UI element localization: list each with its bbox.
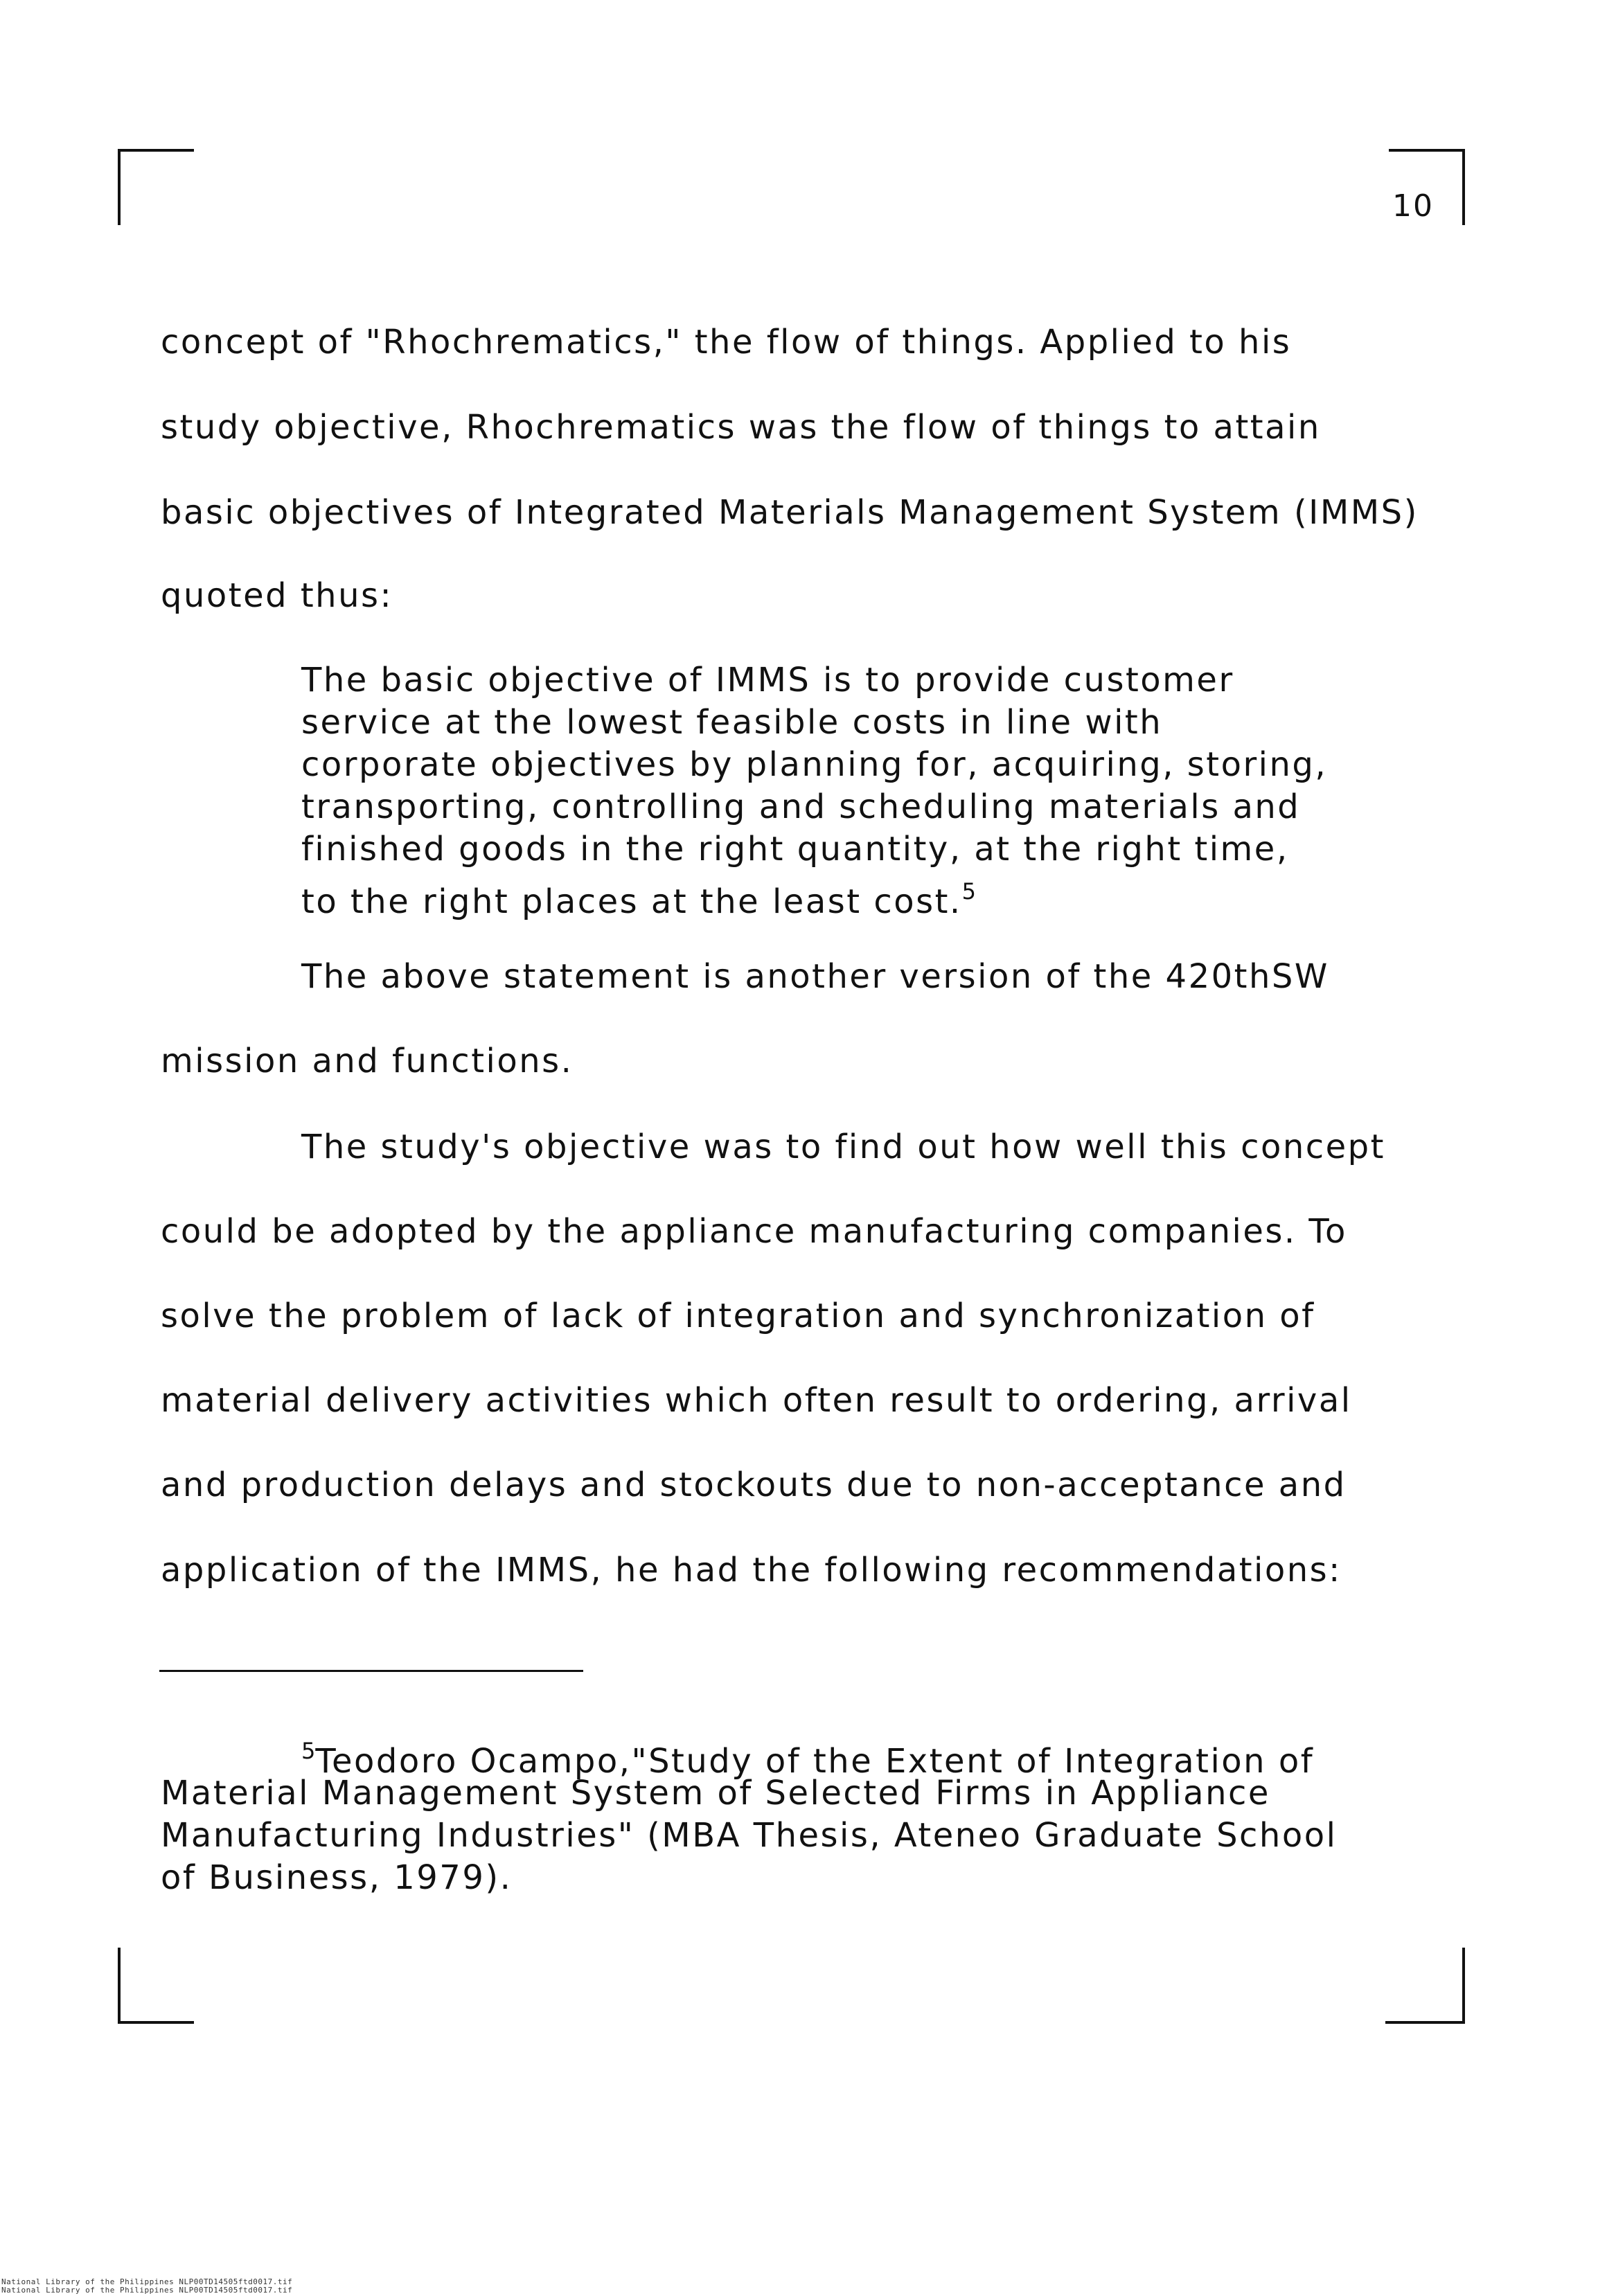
scan-label: National Library of the Philippines NLP00TD14505ftd0017.tif bbox=[1, 2277, 293, 2286]
crop-mark-top-left bbox=[118, 149, 121, 225]
footnote-line: Manufacturing Industries" (MBA Thesis, Ateneo Graduate School bbox=[161, 1816, 1338, 1855]
body-line: application of the IMMS, he had the following recommendations: bbox=[161, 1551, 1342, 1590]
footnote-separator bbox=[159, 1670, 583, 1672]
page-number: 10 bbox=[1392, 188, 1434, 224]
quote-line: to the right places at the least cost. bbox=[301, 882, 962, 921]
body-line: concept of "Rhochrematics," the flow of things. Applied to his bbox=[161, 323, 1292, 362]
body-line: could be adopted by the appliance manufacturing companies. To bbox=[161, 1212, 1347, 1251]
body-line: study objective, Rhochrematics was the flow of things to attain bbox=[161, 408, 1321, 447]
body-line: solve the problem of lack of integration and synchronization of bbox=[161, 1297, 1315, 1335]
body-line: The above statement is another version of the 420thSW bbox=[301, 957, 1329, 996]
crop-mark-bottom-right bbox=[1462, 1948, 1465, 2024]
footnote-marker: 5 bbox=[301, 1738, 316, 1764]
scan-label: National Library of the Philippines NLP00TD14505ftd0017.tif bbox=[1, 2286, 293, 2295]
quote-line-last bbox=[301, 871, 1327, 921]
footnote-line: Material Management System of Selected Firms in Appliance bbox=[161, 1774, 1270, 1813]
quote-line: corporate objectives by planning for, acquiring, storing, bbox=[301, 745, 1328, 784]
quote-line: finished goods in the right quantity, at the right time, bbox=[301, 830, 1289, 869]
footnote-line: Teodoro Ocampo,"Study of the Extent of Integration of bbox=[315, 1742, 1315, 1781]
quote-line: service at the lowest feasible costs in line with bbox=[301, 703, 1163, 742]
crop-mark-top-right bbox=[1389, 149, 1465, 152]
body-line: mission and functions. bbox=[161, 1042, 574, 1080]
crop-mark-bottom-left bbox=[118, 1948, 121, 2024]
crop-mark-top-left bbox=[118, 149, 194, 152]
crop-mark-bottom-left bbox=[118, 2021, 194, 2024]
body-line: The study's objective was to find out how well this concept bbox=[301, 1128, 1385, 1166]
block-quote bbox=[301, 659, 1328, 921]
quote-line: transporting, controlling and scheduling materials and bbox=[301, 787, 1301, 826]
body-line: quoted thus: bbox=[161, 576, 393, 615]
footnote bbox=[161, 1730, 1337, 1899]
body-line: and production delays and stockouts due to non-acceptance and bbox=[161, 1466, 1347, 1504]
body-line: material delivery activities which often result to ordering, arrival bbox=[161, 1381, 1352, 1420]
crop-mark-top-right bbox=[1462, 149, 1465, 225]
footnote-line: of Business, 1979). bbox=[161, 1858, 513, 1897]
quote-line: The basic objective of IMMS is to provide customer bbox=[301, 661, 1234, 700]
crop-mark-bottom-right bbox=[1385, 2021, 1465, 2024]
body-line: basic objectives of Integrated Materials Management System (IMMS) bbox=[161, 493, 1419, 532]
footnote-first-line bbox=[161, 1730, 1337, 1781]
footnote-reference: 5 bbox=[961, 878, 977, 905]
